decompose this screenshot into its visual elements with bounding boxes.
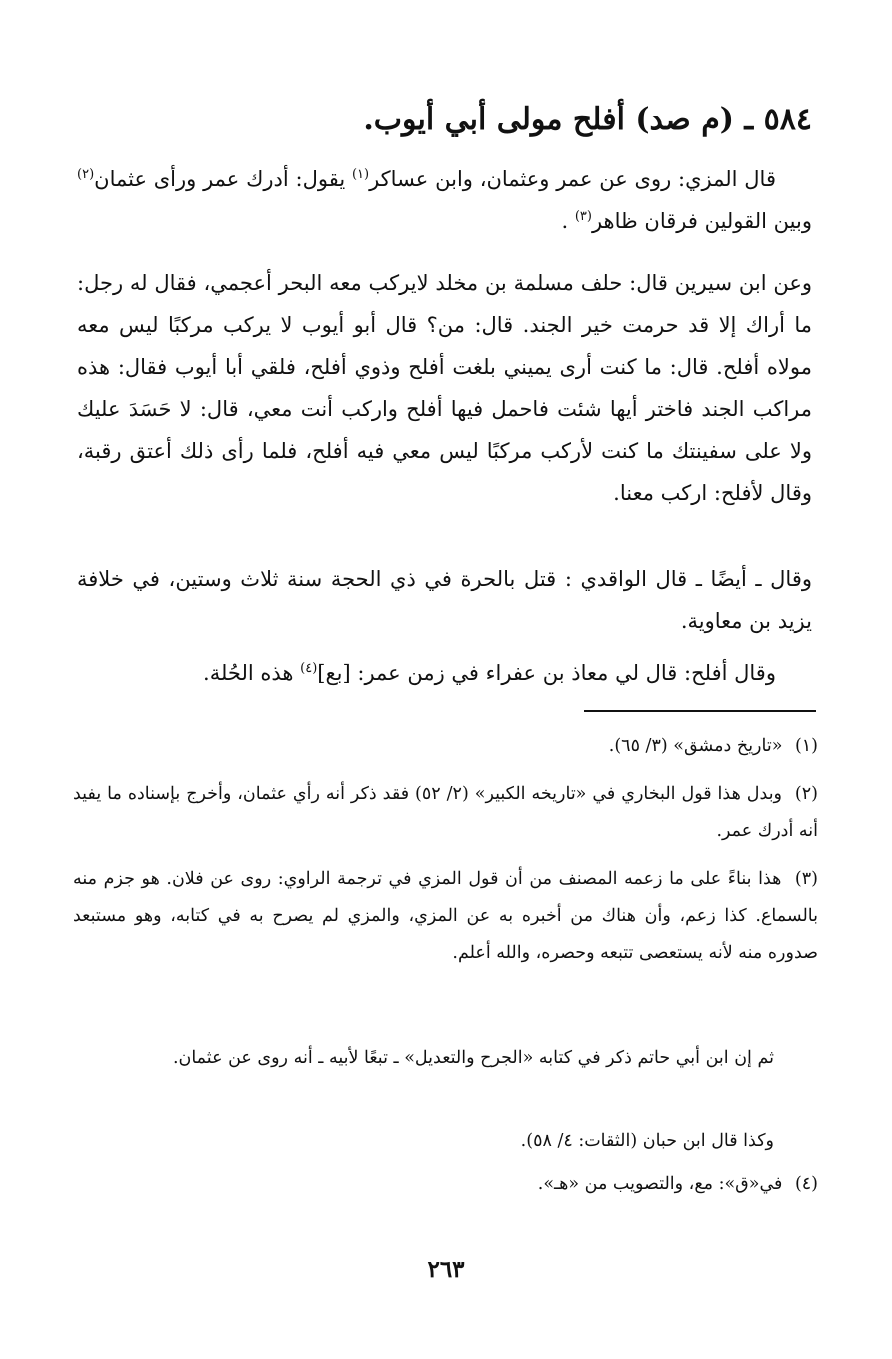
paragraph-mizzi	[77, 158, 812, 242]
paragraph-text: هذه الحُلة.	[203, 661, 301, 685]
footnote-2	[73, 776, 818, 850]
paragraph-text: وبين القولين فرقان ظاهر	[591, 209, 812, 233]
footnote-text: «تاريخ دمشق» (٣/ ٦٥).	[608, 736, 783, 756]
paragraph-text: .	[561, 209, 575, 233]
footnote-number: (٣)	[794, 869, 818, 889]
footnote-text: ثم إن ابن أبي حاتم ذكر في كتابه «الجرح والتعديل» ـ تبعًا لأبيه ـ أنه روى عن عثمان.	[172, 1048, 774, 1068]
footnote-ref-2[interactable]: (٢)	[77, 167, 95, 182]
paragraph-aflah	[77, 652, 812, 694]
footnote-text: وبدل هذا قول البخاري في «تاريخه الكبير» (٢/ ٥٢) فقد ذكر أنه رأي عثمان، وأخرج بإسناده ما يفيد أنه أدرك عمر.	[73, 784, 818, 841]
footnote-number: (٤)	[794, 1174, 818, 1194]
footnote-3	[73, 861, 818, 972]
footnote-3-continuation	[73, 1040, 818, 1077]
footnote-number: (٢)	[794, 784, 818, 804]
footnote-ref-1[interactable]: (١)	[351, 167, 370, 182]
footnote-1	[73, 728, 818, 765]
footnote-text: هذا بناءً على ما زعمه المصنف من أن قول المزي في ترجمة الراوي: روى عن فلان. هو جزم منه بالسماع. كذا زعم، وأن هناك من أخبره به عن المزي، والمزي لم يصرح به في كتابه، وهو مستبعد صدوره منه لأنه يستعصى تتبعه وحصره، والله أعلم.	[73, 869, 818, 963]
paragraph-text: يقول: أدرك عمر ورأى عثمان	[94, 167, 352, 191]
entry-heading: ٥٨٤ ـ (م صد) أفلح مولى أبي أيوب.	[363, 102, 812, 137]
footnote-3-continuation	[73, 1123, 818, 1160]
footnote-ref-3[interactable]: (٣)	[574, 209, 592, 224]
footnote-separator	[584, 710, 816, 712]
paragraph-waqidi: وقال ـ أيضًا ـ قال الواقدي : قتل بالحرة في ذي الحجة سنة ثلاث وستين، في خلافة يزيد بن معاوية.	[77, 567, 812, 633]
paragraph-text: قال المزي: روى عن عمر وعثمان، وابن عساكر	[369, 167, 776, 191]
footnote-text: وكذا قال ابن حبان (الثقات: ٤/ ٥٨).	[520, 1131, 774, 1151]
footnote-number: (١)	[794, 736, 818, 756]
footnote-ref-4[interactable]: (٤)	[300, 661, 318, 676]
footnote-text: في«ق»: مع، والتصويب من «هـ».	[537, 1174, 783, 1194]
footnote-4	[73, 1166, 818, 1203]
page-number: ٢٦٣	[427, 1256, 465, 1283]
paragraph-text: وقال أفلح: قال لي معاذ بن عفراء في زمن عمر: [بع]	[317, 661, 776, 685]
paragraph-ibn-sirin: وعن ابن سيرين قال: حلف مسلمة بن مخلد لايركب معه البحر أعجمي، فقال له رجل: ما أراك إلا قد حرمت خير الجند. قال: من؟ قال أبو أيوب لا يركب مركبًا ليس معه مولاه أفلح. قال: ما كنت أرى يميني بلغت أفلح وذوي أفلح، فلقي أبا أيوب فقال: هذه مراكب الجند فاختر أيها شئت فاحمل فيها أفلح واركب أنت معي، قال: لا حَسَدَ عليك ولا على سفينتك ما كنت لأركب مركبًا ليس معي فيه أفلح، فلما رأى ذلك أعتق رقبة، وقال لأفلح: اركب معنا.	[77, 271, 812, 505]
